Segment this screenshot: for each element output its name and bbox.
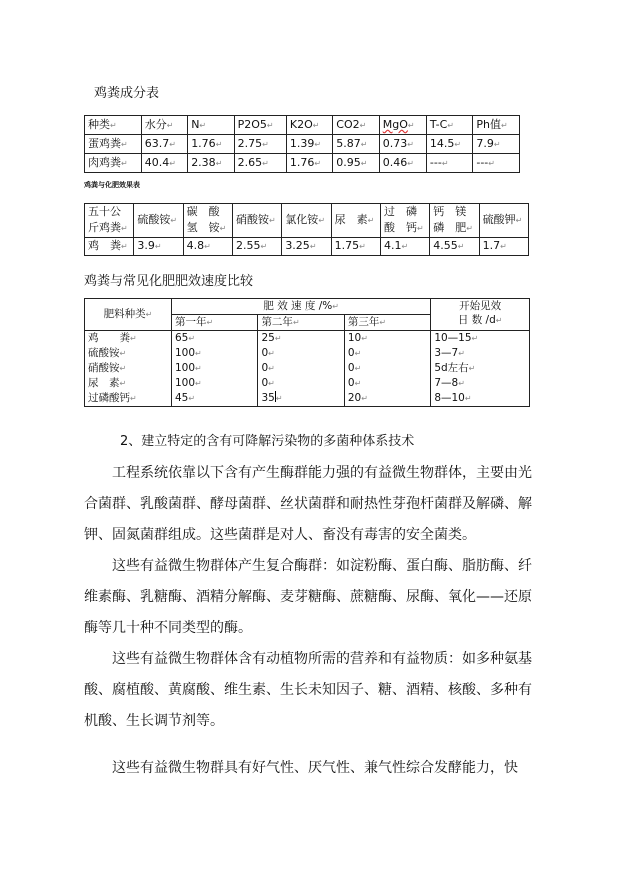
table3-caption: 鸡粪与常见化肥肥效速度比较: [84, 274, 254, 289]
table-cell: 0↵: [258, 361, 344, 376]
header-cell: 开始见效 日 数 /d↵: [431, 299, 530, 331]
table-cell: 2.38↵: [188, 154, 234, 173]
table-cell: 1.39↵: [286, 135, 332, 154]
table-cell: 过磷酸钙↵: [85, 391, 172, 407]
table-cell: 0↵: [344, 346, 430, 361]
table-cell: 0.46↵: [379, 154, 426, 173]
table-cell: 0↵: [344, 376, 430, 391]
chicken-manure-composition-table: [84, 115, 520, 173]
table-header-row: [85, 299, 530, 315]
table-cell: 45↵: [172, 391, 258, 407]
table-row: [85, 238, 529, 256]
table-cell: 25↵: [258, 331, 344, 347]
table-cell: 硫酸铵↵: [85, 346, 172, 361]
table-cell: 0.95↵: [333, 154, 379, 173]
header-cell: N↵: [188, 116, 234, 135]
header-cell: 五十公 斤鸡粪↵: [85, 204, 134, 238]
header-cell: 过 磷 酸 钙↵: [380, 204, 429, 238]
table-cell: 0↵: [344, 361, 430, 376]
table-cell: 100↵: [172, 346, 258, 361]
table-row: [85, 135, 520, 154]
table-row: [85, 154, 520, 173]
header-cell: 水分↵: [141, 116, 187, 135]
table-cell: 4.1↵: [380, 238, 429, 256]
paragraph: 这些有益微生物群体含有动植物所需的营养和有益物质：如多种氨基酸、腐植酸、黄腐酸、维生素、生长未知因子、糖、酒精、核酸、多种有机酸、生长调节剂等。: [84, 651, 532, 729]
table-cell: 7.9↵: [473, 135, 520, 154]
table-cell: 8—10↵: [431, 391, 530, 407]
header-cell: 种类↵: [85, 116, 142, 135]
table-cell: 肉鸡粪↵: [85, 154, 142, 173]
table-header-row: [85, 204, 529, 238]
header-cell: 第一年↵: [172, 315, 258, 331]
table-cell: 1.76↵: [188, 135, 234, 154]
table-cell: 65↵: [172, 331, 258, 347]
table-cell: 1.76↵: [286, 154, 332, 173]
header-cell: 碳 酸 氢 铵↵: [183, 204, 232, 238]
header-cell: CO2↵: [333, 116, 379, 135]
table-row: [85, 331, 530, 347]
table-cell: 2.75↵: [234, 135, 286, 154]
header-cell: T-C↵: [426, 116, 472, 135]
table-cell: 3.9↵: [134, 238, 183, 256]
header-cell: 硝酸铵↵: [232, 204, 281, 238]
table-cell: 鸡 粪↵: [85, 238, 134, 256]
table-row: [85, 391, 530, 407]
table-cell: 尿 素↵: [85, 376, 172, 391]
paragraph: 工程系统依靠以下含有产生酶群能力强的有益微生物群体，主要由光合菌群、乳酸菌群、酵母菌群、丝状菌群和耐热性芽孢杆菌群及解磷、解钾、固氮菌群组成。这些菌群是对人、畜没有毒害的安全菌类。: [84, 465, 532, 543]
header-cell: 肥料种类↵: [85, 299, 172, 331]
table-cell: 40.4↵: [141, 154, 187, 173]
table2-caption: 鸡粪与化肥效果表: [84, 181, 140, 189]
table-cell: 63.7↵: [141, 135, 187, 154]
table-cell: 蛋鸡粪↵: [85, 135, 142, 154]
header-cell: 氯化铵↵: [282, 204, 331, 238]
table-cell: 5d左右↵: [431, 361, 530, 376]
table-cell: 1.7↵: [479, 238, 528, 256]
table-cell: 3—7↵: [431, 346, 530, 361]
header-cell: 第二年↵: [258, 315, 344, 331]
header-cell: 硫酸钾↵: [479, 204, 528, 238]
table-cell: 100↵: [172, 361, 258, 376]
fertilizer-speed-table: [84, 298, 530, 407]
table-cell: 鸡 粪↵: [85, 331, 172, 347]
table-row: [85, 346, 530, 361]
table-cell: 4.8↵: [183, 238, 232, 256]
header-cell: 钙 镁 磷 肥↵: [430, 204, 479, 238]
header-cell: Ph值↵: [473, 116, 520, 135]
table-cell: ---↵: [426, 154, 472, 173]
table-cell: 10↵: [344, 331, 430, 347]
table-cell: 35↵: [258, 391, 344, 407]
header-cell: K2O↵: [286, 116, 332, 135]
table-cell: 2.65↵: [234, 154, 286, 173]
table-row: [85, 361, 530, 376]
table-cell: 14.5↵: [426, 135, 472, 154]
header-cell: MgO↵: [379, 116, 426, 135]
table-cell: 硝酸铵↵: [85, 361, 172, 376]
header-cell: 第三年↵: [344, 315, 430, 331]
table-cell: 0.73↵: [379, 135, 426, 154]
header-cell: 肥 效 速 度 /%↵: [172, 299, 431, 315]
table-cell: 100↵: [172, 376, 258, 391]
table-cell: 3.25↵: [282, 238, 331, 256]
table-cell: 0↵: [258, 346, 344, 361]
header-cell: 硫酸铵↵: [134, 204, 183, 238]
table-cell: ---↵: [473, 154, 520, 173]
table-header-row: [85, 116, 520, 135]
header-cell: P2O5↵: [234, 116, 286, 135]
table-cell: 2.55↵: [232, 238, 281, 256]
paragraph: 这些有益微生物群具有好气性、厌气性、兼气性综合发酵能力，快: [112, 760, 518, 776]
table-row: [85, 376, 530, 391]
section-heading: 2、建立特定的含有可降解污染物的多菌种体系技术: [120, 434, 415, 449]
table-cell: 1.75↵: [331, 238, 380, 256]
table-cell: 10—15↵: [431, 331, 530, 347]
table-cell: 5.87↵: [333, 135, 379, 154]
paragraph: 这些有益微生物群体产生复合酶群：如淀粉酶、蛋白酶、脂肪酶、纤维素酶、乳糖酶、酒精分解酶、麦芽糖酶、蔗糖酶、尿酶、氧化——还原酶等几十种不同类型的酶。: [84, 558, 532, 636]
table-cell: 0↵: [258, 376, 344, 391]
table1-caption: 鸡粪成分表: [94, 86, 160, 101]
manure-vs-fertilizer-table: [84, 203, 529, 256]
table-cell: 20↵: [344, 391, 430, 407]
header-cell: 尿 素↵: [331, 204, 380, 238]
table-cell: 7—8↵: [431, 376, 530, 391]
table-cell: 4.55↵: [430, 238, 479, 256]
